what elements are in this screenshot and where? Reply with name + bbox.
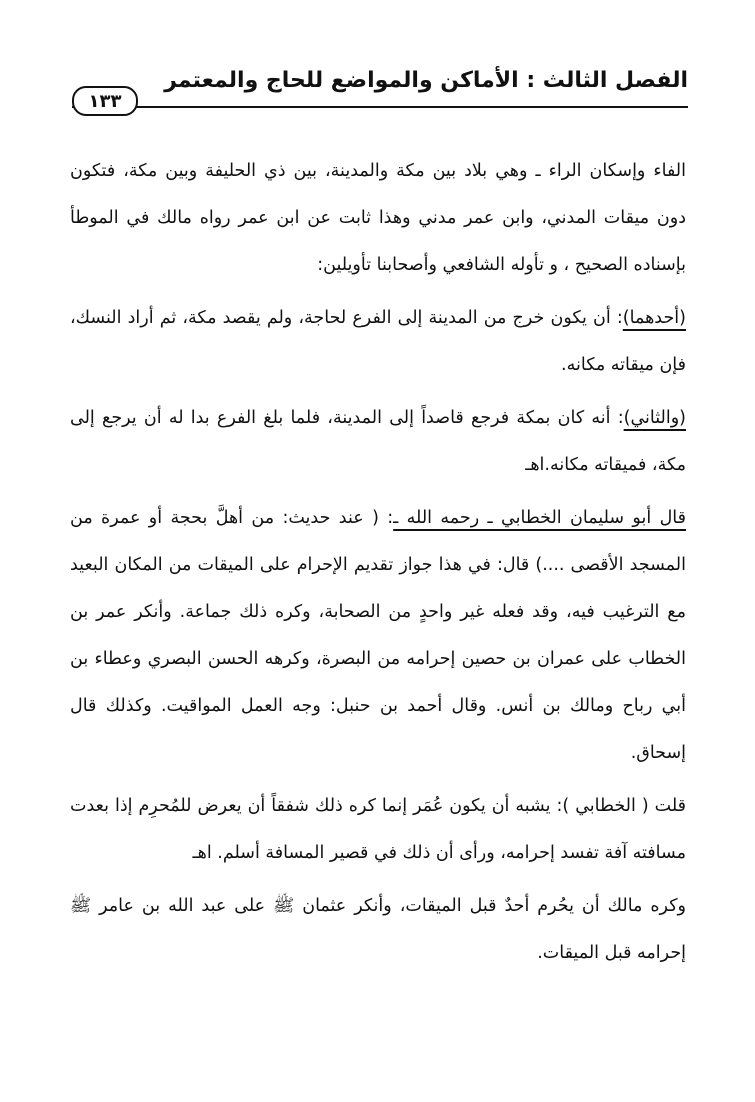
paragraph-label: (أحدهما) xyxy=(622,308,686,328)
paragraph-second-interpretation xyxy=(70,395,686,489)
body-text xyxy=(70,148,686,977)
paragraph-text: وكره مالك أن يحُرم أحدٌ قبل الميقات، وأنكر عثمان ﷺ على عبد الله بن عامر ﷺ إحرامه قبل الميقات. xyxy=(70,896,686,963)
paragraph-text: الفاء وإسكان الراء ـ وهي بلاد بين مكة والمدينة، بين ذي الحليفة وبين مكة، فتكون دون ميقات المدني، وابن عمر مدني وهذا ثابت عن ابن عمر رواه مالك في الموطأ بإسناده الصحيح ، و تأوله الشافعي وأصحابنا تأويلين: xyxy=(70,161,686,275)
paragraph-first-interpretation xyxy=(70,295,686,389)
paragraph-khattabi-quote xyxy=(70,495,686,777)
paragraph-continuation xyxy=(70,148,686,289)
paragraph-label: (والثاني) xyxy=(623,408,686,428)
header-rule xyxy=(72,106,688,108)
paragraph-label: قال أبو سليمان الخطابي ـ رحمه الله ـ xyxy=(393,508,686,528)
page-header xyxy=(72,62,688,118)
paragraph-text: : أن يكون خرج من المدينة إلى الفرع لحاجة، ولم يقصد مكة، ثم أراد النسك، فإن ميقاته مكانه. xyxy=(70,308,686,375)
page-number: ١٣٣ xyxy=(72,86,138,116)
paragraph-malik xyxy=(70,883,686,977)
paragraph-khattabi-comment xyxy=(70,783,686,877)
paragraph-text: : أنه كان بمكة فرجع قاصداً إلى المدينة، فلما بلغ الفرع بدا له أن يرجع إلى مكة، فميقاته مكانه.اهـ xyxy=(70,408,686,475)
paragraph-text: قلت ( الخطابي ): يشبه أن يكون عُمَر إنما كره ذلك شفقاً أن يعرض للمُحرِم إذا بعدت مسافته آفة تفسد إحرامه، ورأى أن ذلك في قصير المسافة أسلم. اهـ xyxy=(70,796,686,863)
paragraph-text: : ( عند حديث: من أهلَّ بحجة أو عمرة من المسجد الأقصى ....) قال: في هذا جواز تقديم الإحرام على الميقات من المكان البعيد مع الترغيب فيه، وقد فعله غير واحدٍ من الصحابة، وكره ذلك جماعة. وأنكر عمر بن الخطاب على عمران بن حصين إحرامه من البصرة، وكرهه الحسن البصري وعطاء بن أبي رباح ومالك بن أنس. وقال أحمد بن حنبل: وجه العمل المواقيت. وكذلك قال إسحاق. xyxy=(70,508,686,763)
chapter-title: الفصل الثالث : الأماكن والمواضع للحاج والمعتمر xyxy=(164,68,688,93)
